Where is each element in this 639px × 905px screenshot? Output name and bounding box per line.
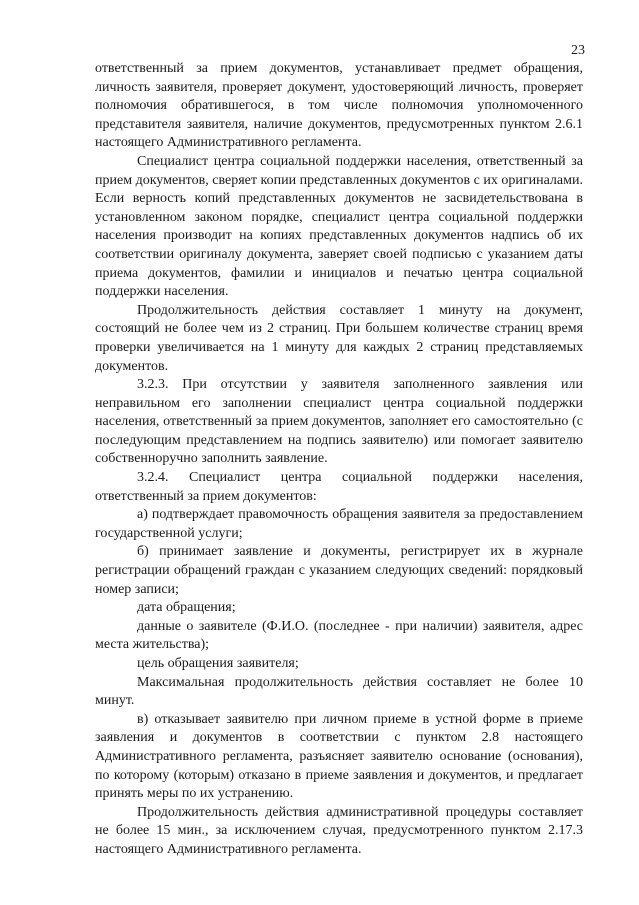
list-item-date: дата обращения; bbox=[137, 600, 236, 616]
list-item-purpose: цель обращения заявителя; bbox=[137, 656, 299, 671]
list-item-b: б) принимает заявление и документы, регистрирует их в журнале регистрации обращений граждан с указанием следующих сведений: порядковый номер записи; bbox=[95, 544, 583, 597]
paragraph-copy-verification: Специалист центра социальной поддержки населения, ответственный за прием документов, сверяет копии представленных документов с их оригиналами. Если верность копий представленных документов не засвидетельствована в установленном законом порядке, специалист центра социальной поддержки населения производит на копиях представленных документов надпись об их соответствии оригиналу документа, заверяет своей подписью с указанием даты приема документов, фамилии и инициалов и печатью центра социальной поддержки населения. bbox=[95, 153, 583, 300]
paragraph-section-3-2-4: 3.2.4. Специалист центра социальной поддержки населения, ответственный за прием документов: bbox=[95, 470, 583, 504]
paragraph-procedure-duration: Продолжительность действия административной процедуры составляет не более 15 мин., за исключением случая, предусмотренного пунктом 2.17.3 настоящего Административного регламента. bbox=[95, 804, 583, 857]
paragraph-section-3-2-3: 3.2.3. При отсутствии у заявителя заполненного заявления или неправильном его заполнении специалист центра социальной поддержки населения, ответственный за прием документов, заполняет его самостоятельно (с последующим представлением на подпись заявителю) или помогает заявителю собственноручно заполнить заявление. bbox=[95, 377, 583, 467]
page-number: 23 bbox=[571, 43, 585, 58]
paragraph-max-duration: Максимальная продолжительность действия составляет не более 10 минут. bbox=[95, 674, 583, 709]
list-item-a: а) подтверждает правомочность обращения заявителя за предоставлением государственной услуги; bbox=[95, 507, 583, 541]
list-item-v: в) отказывает заявителю при личном приеме в устной форме в приеме заявления и документов в соответствии с пунктом 2.8 настоящего Административного регламента, разъясняет заявителю основание (основания), по которому (которым) отказано в приеме заявления и документов, и предлагает принять меры по их устранению. bbox=[95, 711, 583, 802]
paragraph-check-duration: Продолжительность действия составляет 1 минуту на документ, состоящий не более чем из 2 страниц. При большем количестве страниц время проверки увеличивается на 1 минуту для каждых 2 страниц представляемых документов. bbox=[95, 302, 583, 374]
list-item-applicant-data: данные о заявителе (Ф.И.О. (последнее - при наличии) заявителя, адрес места жительства); bbox=[95, 618, 583, 653]
document-body bbox=[95, 60, 583, 860]
paragraph-continuation: ответственный за прием документов, устанавливает предмет обращения, личность заявителя, проверяет документ, удостоверяющий личность, проверяет полномочия обратившегося, в том числе полномочия уполномоченного представителя заявителя, наличие документов, предусмотренных пунктом 2.6.1 настоящего Административного регламента. bbox=[95, 61, 583, 151]
